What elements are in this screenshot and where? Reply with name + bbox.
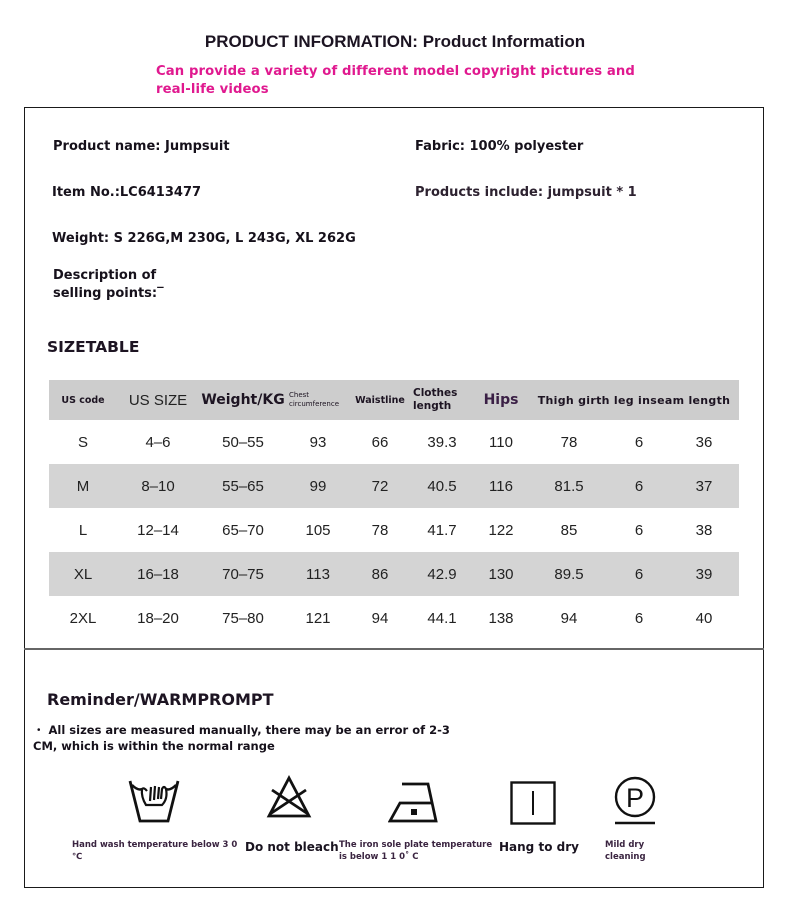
cell-chest: 105: [305, 521, 331, 539]
cell-size: 4–6: [145, 433, 171, 451]
svg-text:P: P: [625, 783, 645, 813]
cell-weight: 50–55: [222, 433, 264, 451]
cell-length: 42.9: [411, 552, 473, 596]
care-label-hand-wash-line2: ℃: [72, 852, 83, 862]
care-label-hand-wash: [72, 839, 237, 863]
care-label-dry-clean-line1: Mild dry: [605, 840, 645, 850]
cell-code: XL: [49, 552, 117, 596]
cell-hips: 110: [489, 433, 513, 451]
cell-length: 40.5: [411, 464, 473, 508]
cell-code: M: [49, 464, 117, 508]
table-row: [49, 596, 739, 640]
hand-wash-icon: [128, 775, 180, 825]
page-title: PRODUCT INFORMATION: Product Information: [204, 32, 586, 51]
header-weight: Weight/KG: [199, 380, 287, 420]
care-hang-dry: [510, 781, 556, 825]
cell-waist: 66: [371, 433, 389, 451]
cell-thigh: 85: [560, 521, 578, 539]
care-label-hang-dry: Hang to dry: [499, 840, 579, 854]
header-clothes-line2: length: [413, 400, 452, 412]
cell-inseam: 39: [669, 552, 739, 596]
cell-weight: 70–75: [199, 552, 287, 596]
care-hand-wash: [128, 775, 180, 825]
cell-size: 16–18: [117, 552, 199, 596]
cell-leg: 6: [634, 521, 644, 539]
table-row: [49, 464, 739, 508]
cell-weight: 75–80: [222, 609, 264, 627]
dry-clean-p-icon: [612, 776, 660, 826]
cell-leg: 6: [609, 464, 669, 508]
care-label-no-bleach: Do not bleach: [245, 840, 339, 854]
cell-waist: 72: [349, 464, 411, 508]
cell-chest: 99: [287, 464, 349, 508]
cell-inseam: 38: [695, 521, 713, 539]
iron-low-icon: [388, 781, 440, 823]
product-name: Product name: Jumpsuit: [53, 139, 230, 154]
cell-inseam: 37: [669, 464, 739, 508]
cell-chest: 121: [305, 609, 331, 627]
cell-weight: 65–70: [222, 521, 264, 539]
care-label-iron: [339, 839, 492, 863]
cell-thigh: 78: [560, 433, 578, 451]
cell-size: 12–14: [137, 521, 179, 539]
products-include: Products include: jumpsuit * 1: [415, 185, 637, 200]
cell-waist: 86: [349, 552, 411, 596]
table-row: [49, 552, 739, 596]
care-label-hand-wash-line1: Hand wash temperature below 3 0: [72, 840, 238, 850]
care-iron: [388, 781, 440, 823]
cell-code: L: [78, 521, 88, 539]
fabric: Fabric: 100% polyester: [415, 139, 584, 154]
selling-points: [53, 267, 164, 303]
header-clothes-line1: Clothes: [413, 387, 458, 399]
cell-inseam: 36: [695, 433, 713, 451]
cell-hips: 130: [473, 552, 529, 596]
cell-thigh: 81.5: [529, 464, 609, 508]
header-thigh-leg-inseam: Thigh girth leg inseam length: [529, 380, 739, 420]
header-clothes-length: [411, 380, 473, 420]
table-row: [49, 420, 739, 464]
care-label-iron-line2: is below 1 1 0˚ C: [339, 852, 419, 862]
table-row: [49, 508, 739, 552]
cell-hips: 116: [473, 464, 529, 508]
cell-code: S: [77, 433, 88, 451]
cell-hips: 122: [488, 521, 514, 539]
care-label-dry-clean-line2: cleaning: [605, 852, 646, 862]
subtitle-note: Can provide a variety of different model copyright pictures and real-life videos: [156, 64, 635, 97]
cell-chest: 93: [309, 433, 327, 451]
cell-leg: 6: [634, 609, 644, 627]
cell-weight: 55–65: [199, 464, 287, 508]
care-label-iron-line1: The iron sole plate temperature: [339, 840, 493, 850]
cell-size: 18–20: [137, 609, 179, 627]
selling-points-line2: selling points:‾: [53, 286, 164, 301]
cell-thigh: 94: [560, 609, 578, 627]
cell-size: 8–10: [117, 464, 199, 508]
cell-waist: 94: [371, 609, 389, 627]
hang-dry-icon: [510, 781, 556, 825]
reminder-heading: Reminder/WARMPROMPT: [47, 690, 274, 709]
care-dry-clean: [612, 776, 660, 826]
cell-hips: 138: [488, 609, 514, 627]
cell-length: 41.7: [427, 521, 457, 539]
selling-points-line1: Description of: [53, 268, 157, 283]
weight-info: Weight: S 226G,M 230G, L 243G, XL 262G: [52, 231, 356, 246]
cell-waist: 78: [371, 521, 389, 539]
size-table: [49, 380, 739, 640]
header-chest: [287, 380, 349, 420]
header-us-code: US code: [49, 380, 117, 420]
cell-length: 44.1: [427, 609, 457, 627]
cell-length: 39.3: [427, 433, 457, 451]
cell-chest: 113: [287, 552, 349, 596]
header-waistline: Waistline: [349, 380, 411, 420]
no-bleach-icon: [266, 774, 312, 820]
section-divider: [24, 648, 764, 650]
header-hips: Hips: [473, 380, 529, 420]
care-label-dry-clean: [605, 839, 646, 863]
header-us-size: US SIZE: [117, 380, 199, 420]
cell-code: 2XL: [69, 609, 97, 627]
size-table-heading: SIZETABLE: [47, 338, 140, 356]
cell-leg: 6: [634, 433, 644, 451]
item-number: Item No.:LC6413477: [52, 185, 202, 200]
cell-leg: 6: [609, 552, 669, 596]
cell-inseam: 40: [695, 609, 713, 627]
reminder-text: ・ All sizes are measured manually, there may be an error of 2-3 CM, which is within the normal range: [33, 723, 450, 753]
header-chest-line2: circumference: [289, 400, 340, 408]
size-table-header: [49, 380, 739, 420]
care-no-bleach: [266, 774, 312, 820]
cell-thigh: 89.5: [529, 552, 609, 596]
header-chest-line1: Chest: [289, 391, 310, 399]
